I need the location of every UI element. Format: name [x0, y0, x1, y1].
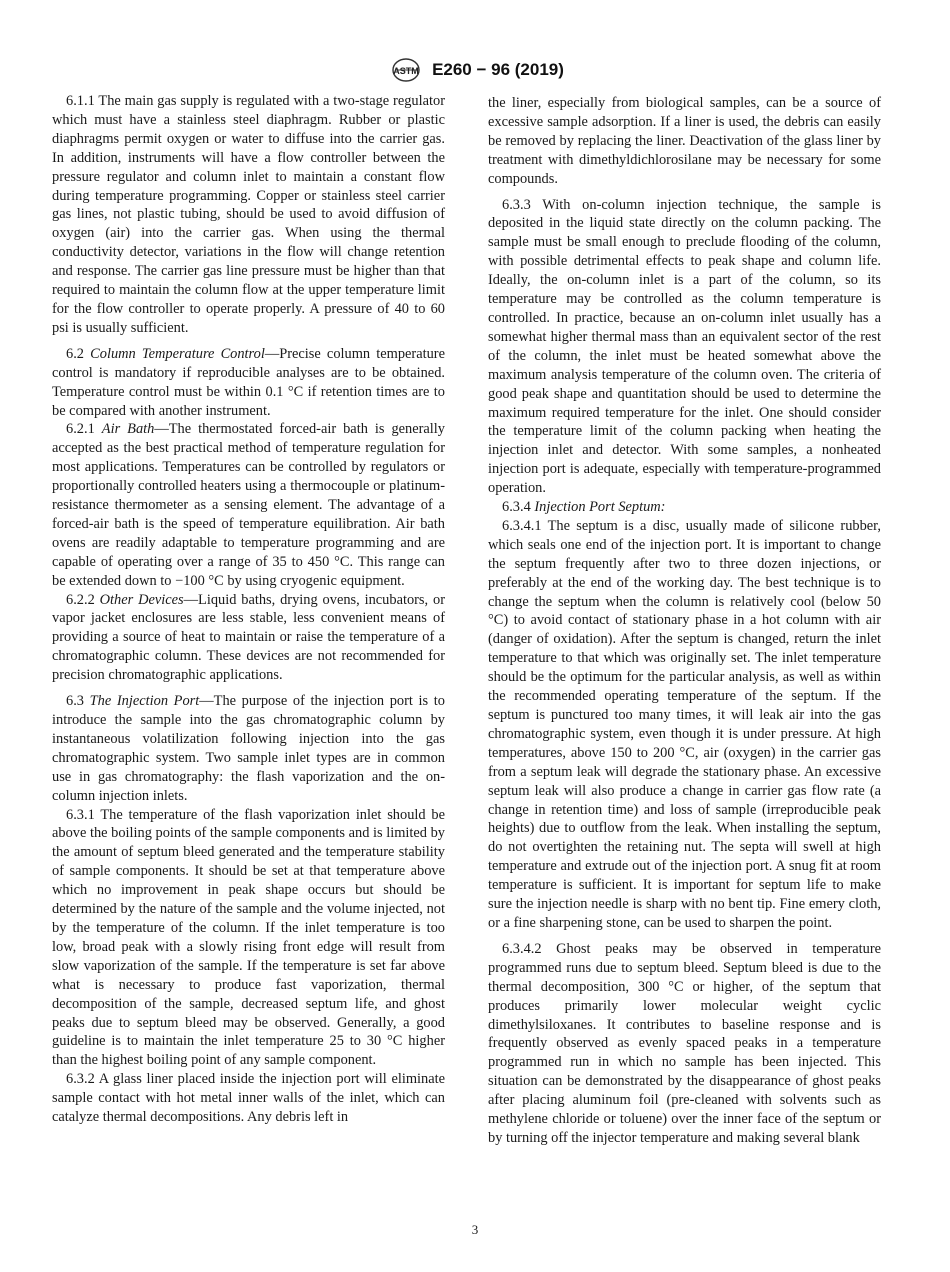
standard-designation: E260 − 96 (2019) — [432, 60, 564, 79]
section-heading: Column Temperature Control — [90, 345, 265, 362]
paragraph-6-2-2 — [52, 591, 445, 686]
section-heading: Injection Port Septum: — [534, 499, 666, 516]
section-number: 6.3.4 — [502, 499, 531, 516]
section-heading: Air Bath — [101, 421, 155, 438]
paragraph-6-3-2-continued: the liner, especially from biological samples, can be a source of excessive sample adsorption. If a liner is used, the debris can easily be removed by replacing the liner. Deactivation of the glass liner by treatment with dimethyldichlorosilane may be necessary for some compounds. — [488, 95, 881, 187]
paragraph-6-3 — [52, 692, 445, 805]
svg-text:ASTM: ASTM — [393, 66, 419, 76]
astm-logo — [386, 57, 426, 83]
left-column — [52, 92, 445, 1127]
paragraph-6-2-1 — [52, 420, 445, 590]
section-heading: Other Devices — [99, 591, 184, 608]
paragraph-6-3-4-1: 6.3.4.1 The septum is a disc, usually made of silicone rubber, which seals one end of the injection port. It is important to change the septum frequently after two to three dozen injections, or preferably at the end of the working day. The best technique is to change the septum when the column is relatively cool (below 50 °C) to avoid contact of stationary phase in a hot column with air (danger of oxidation). After the septum is changed, return the inlet temperature to that which was originally set. The inlet temperature should be the optimum for the particular analysis, as well as within the recommended operating temperature of the septum. If the septum is punctured too many times, it will leak air into the gas chromatographic system, even though it is under pressure. At high temperatures, above 150 to 200 °C, air (oxygen) in the carrier gas from a septum leak will degrade the stationary phase. An excessive septum leak will also produce a change in carrier gas flow rate (a change in retention time) and loss of sample (irreproducible peak heights) due to outflow from the leak. When installing the septum, do not overtighten the retaining nut. The septa will swell at high temperature and extrude out of the injection port. A snug fit at room temperature is sufficient. It is important for septum life to make sure the injection needle is sharp with no bent tip. Fine emery cloth, or a fine sharpening stone, can be used to sharpen the point. — [488, 517, 881, 931]
paragraph-6-2 — [52, 345, 445, 421]
paragraph-6-3-4-2: 6.3.4.2 Ghost peaks may be observed in temperature programmed runs due to septum bleed. Septum bleed is due to the thermal decomposition, 300 °C or higher, of the septum that produces primarily lower molecular weight cyclic dimethylsiloxanes. It contributes to baseline response and is frequently observed as evenly spaced peaks in a temperature programmed run in which no sample has been injected. This situation can be demonstrated by the disappearance of ghost peaks after placing aluminum foil (pre-cleaned with solvents such as methylene chloride or toluene) over the inner face of the septum or by turning off the injector temperature and making several blank — [488, 940, 881, 1146]
section-heading: The Injection Port — [89, 693, 200, 710]
section-number: 6.3 — [66, 693, 84, 710]
section-body: —Precise column temperature control is mandatory if reproducible analyses are to be obtained. Temperature control must be within 0.1 °C if retention times are to be compared with another instrument. — [52, 345, 445, 419]
paragraph-6-3-2: 6.3.2 A glass liner placed inside the injection port will eliminate sample contact with hot metal inner walls of the inlet, which can catalyze thermal decompositions. Any debris left in — [52, 1071, 445, 1126]
page-header — [0, 56, 950, 84]
page-number: 3 — [471, 1222, 479, 1237]
section-body: —Liquid baths, drying ovens, incubators, or vapor jacket enclosures are less stable, less convenient means of providing a source of heat to maintain or raise the temperature of a chromatographic column. These devices are not recommended for precision chromatographic applications. — [52, 591, 445, 684]
section-body: —The purpose of the injection port is to introduce the sample into the gas chromatographic column by instantaneous volatilization following injection into the gas chromatographic system. Two sample inlet types are in common use in gas chromatography: the flash vaporization and the on-column injection inlets. — [52, 693, 445, 804]
paragraph-6-3-3: 6.3.3 With on-column injection technique, the sample is deposited in the liquid state directly on the column packing. The sample must be small enough to preclude flooding of the column, with possible detrimental effects to peak shape and column life. Ideally, the on-column inlet is a part of the column, so its temperature may be controlled as the column temperature is controlled. In practice, because an on-column inlet usually has a somewhat higher thermal mass than an equivalent sector of the rest of the column, the inlet must be heated somewhat above the maximum analysis temperature of the column oven. The criteria of good peak shape and quantitation should be used to determine the maximum required temperature for the inlet. One should consider the temperature limit of the column packing when heating the injection inlet and detector. With some samples, a nonheated injection port is adequate, especially with temperature-programmed operation. — [488, 196, 881, 497]
section-body: —The thermostated forced-air bath is generally accepted as the best practical method of temperature regulation for most applications. Temperatures can be controlled by regulators or proportionally controlled heaters using a thermocouple or platinum-resistance thermometer as a sensing element. The advantage of a forced-air bath is the speed of temperature equilibration. Air bath ovens are readily adaptable to temperature programming and are capable of operating over a range of 35 to 450 °C. This range can be extended down to −100 °C by using cryogenic equipment. — [52, 421, 445, 589]
paragraph-6-3-4 — [488, 498, 881, 517]
paragraph-6-1-1: 6.1.1 The main gas supply is regulated with a two-stage regulator which must have a stainless steel diaphragm. Rubber or plastic diaphragms permit oxygen or water to diffuse into the carrier gas. In addition, instruments will have a flow controller between the pressure regulator and column inlet to maintain a constant flow during temperature programming. Copper or stainless steel carrier gas lines, not plastic tubing, should be used to avoid diffusion of oxygen (air) into the carrier gas. When using the thermal conductivity detector, variations in the flow will change retention and response. The carrier gas line pressure must be higher than that required to maintain the column flow at the upper temperature limit for the flow controller to operate properly. A pressure of 40 to 60 psi is usually sufficient. — [52, 93, 445, 336]
right-column — [488, 94, 881, 1148]
section-number: 6.2.1 — [66, 421, 95, 438]
section-number: 6.2.2 — [66, 591, 95, 608]
paragraph-6-3-1: 6.3.1 The temperature of the flash vaporization inlet should be above the boiling points of the sample components and is limited by the amount of septum bleed generated and the temperature stability of sample components. It should be set at that temperature above which no improvement in peak shape occurs but should be determined by the nature of the sample and the volume injected, not by the temperature of the column. If the inlet temperature is too low, broad peak with a slowly rising front edge will result from slow vaporization of the sample. If the temperature is set far above what is necessary to produce fast vaporization, thermal decomposition of the sample, decreased septum life, and ghost peaks due to septum bleed may be observed. Generally, a good guideline is to maintain the inlet temperature 25 to 30 °C higher than the highest boiling point of any sample component. — [52, 806, 445, 1069]
section-number: 6.2 — [66, 345, 84, 362]
